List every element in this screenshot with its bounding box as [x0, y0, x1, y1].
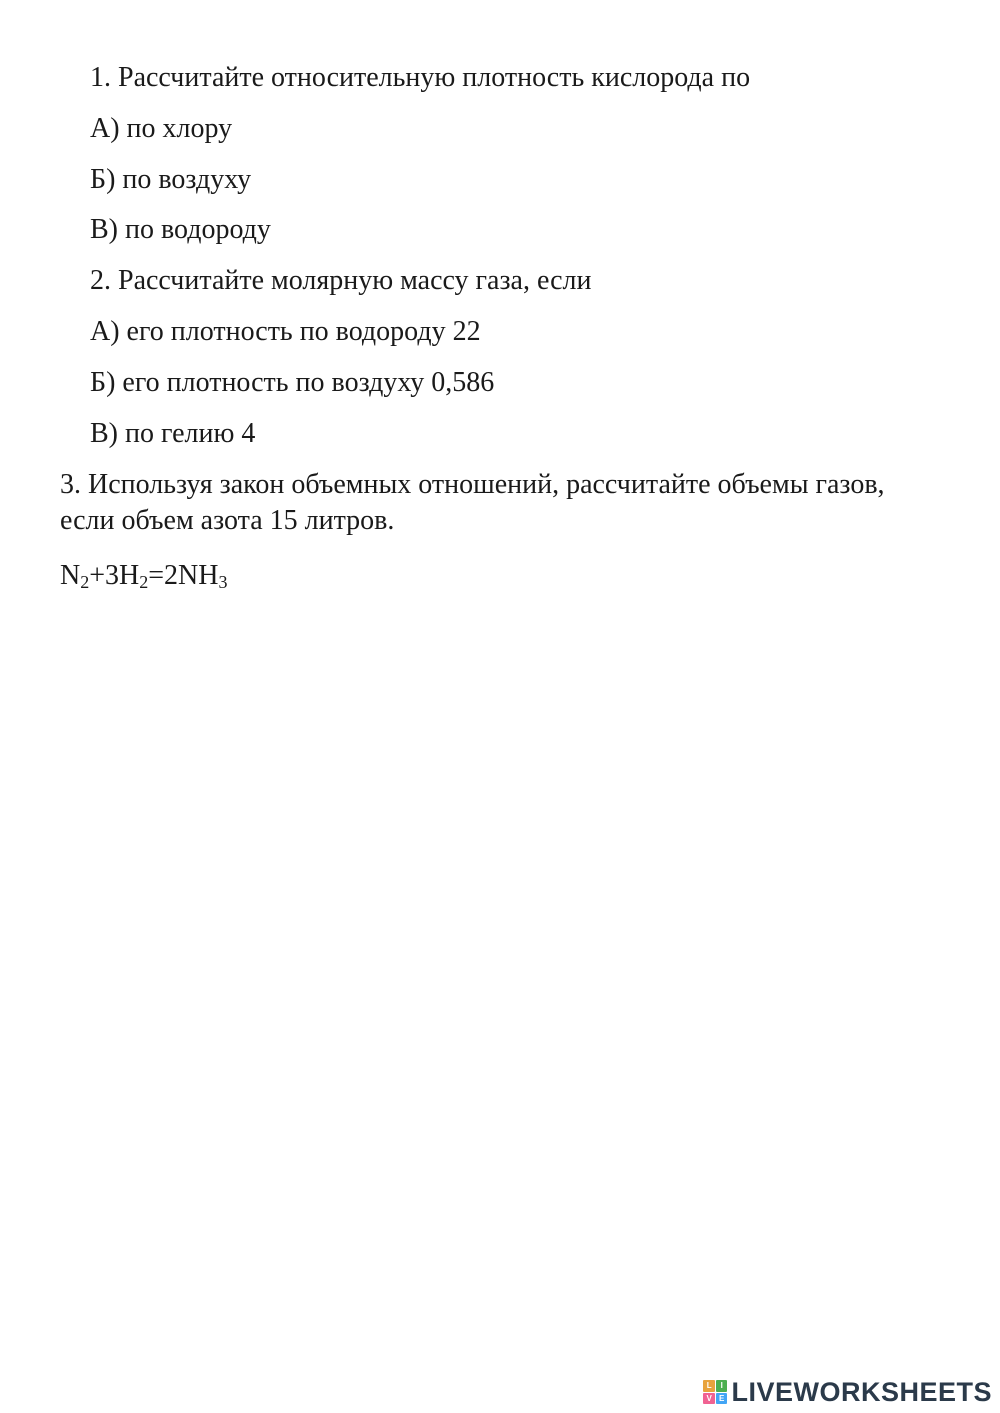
logo-letter: E: [716, 1393, 728, 1405]
reaction-formula: [60, 558, 227, 594]
question-1-text: 1. Рассчитайте относительную плотность кислорода по: [90, 62, 751, 93]
question-2-text: 2. Рассчитайте молярную массу газа, если: [90, 265, 592, 296]
brand-name: LIVEWORKSHEETS: [731, 1376, 992, 1407]
logo-letter: I: [716, 1380, 728, 1392]
logo-letter: L: [703, 1380, 715, 1392]
question-2-option-c: В) по гелию 4: [90, 418, 256, 449]
formula-ammonia: =2NH: [148, 560, 219, 591]
formula-hydrogen: +3H: [89, 560, 140, 591]
formula-subscript: 3: [218, 572, 228, 592]
formula-nitrogen: N: [60, 560, 81, 591]
question-2-option-b: Б) его плотность по воздуху 0,586: [90, 367, 495, 398]
logo-letter: V: [703, 1393, 715, 1405]
question-3-text: 3. Используя закон объемных отношений, рассчитайте объемы газов, если объем азота 15 литров.: [60, 469, 885, 536]
formula-subscript: 2: [80, 572, 90, 592]
question-2-option-a: А) его плотность по водороду 22: [90, 316, 481, 347]
question-1-option-b: Б) по воздуху: [90, 164, 252, 195]
liveworksheets-watermark: [703, 1377, 992, 1407]
liveworksheets-logo-icon: [703, 1380, 727, 1404]
formula-subscript: 2: [139, 572, 149, 592]
question-1-option-c: В) по водороду: [90, 214, 271, 245]
question-1-option-a: А) по хлору: [90, 113, 233, 144]
